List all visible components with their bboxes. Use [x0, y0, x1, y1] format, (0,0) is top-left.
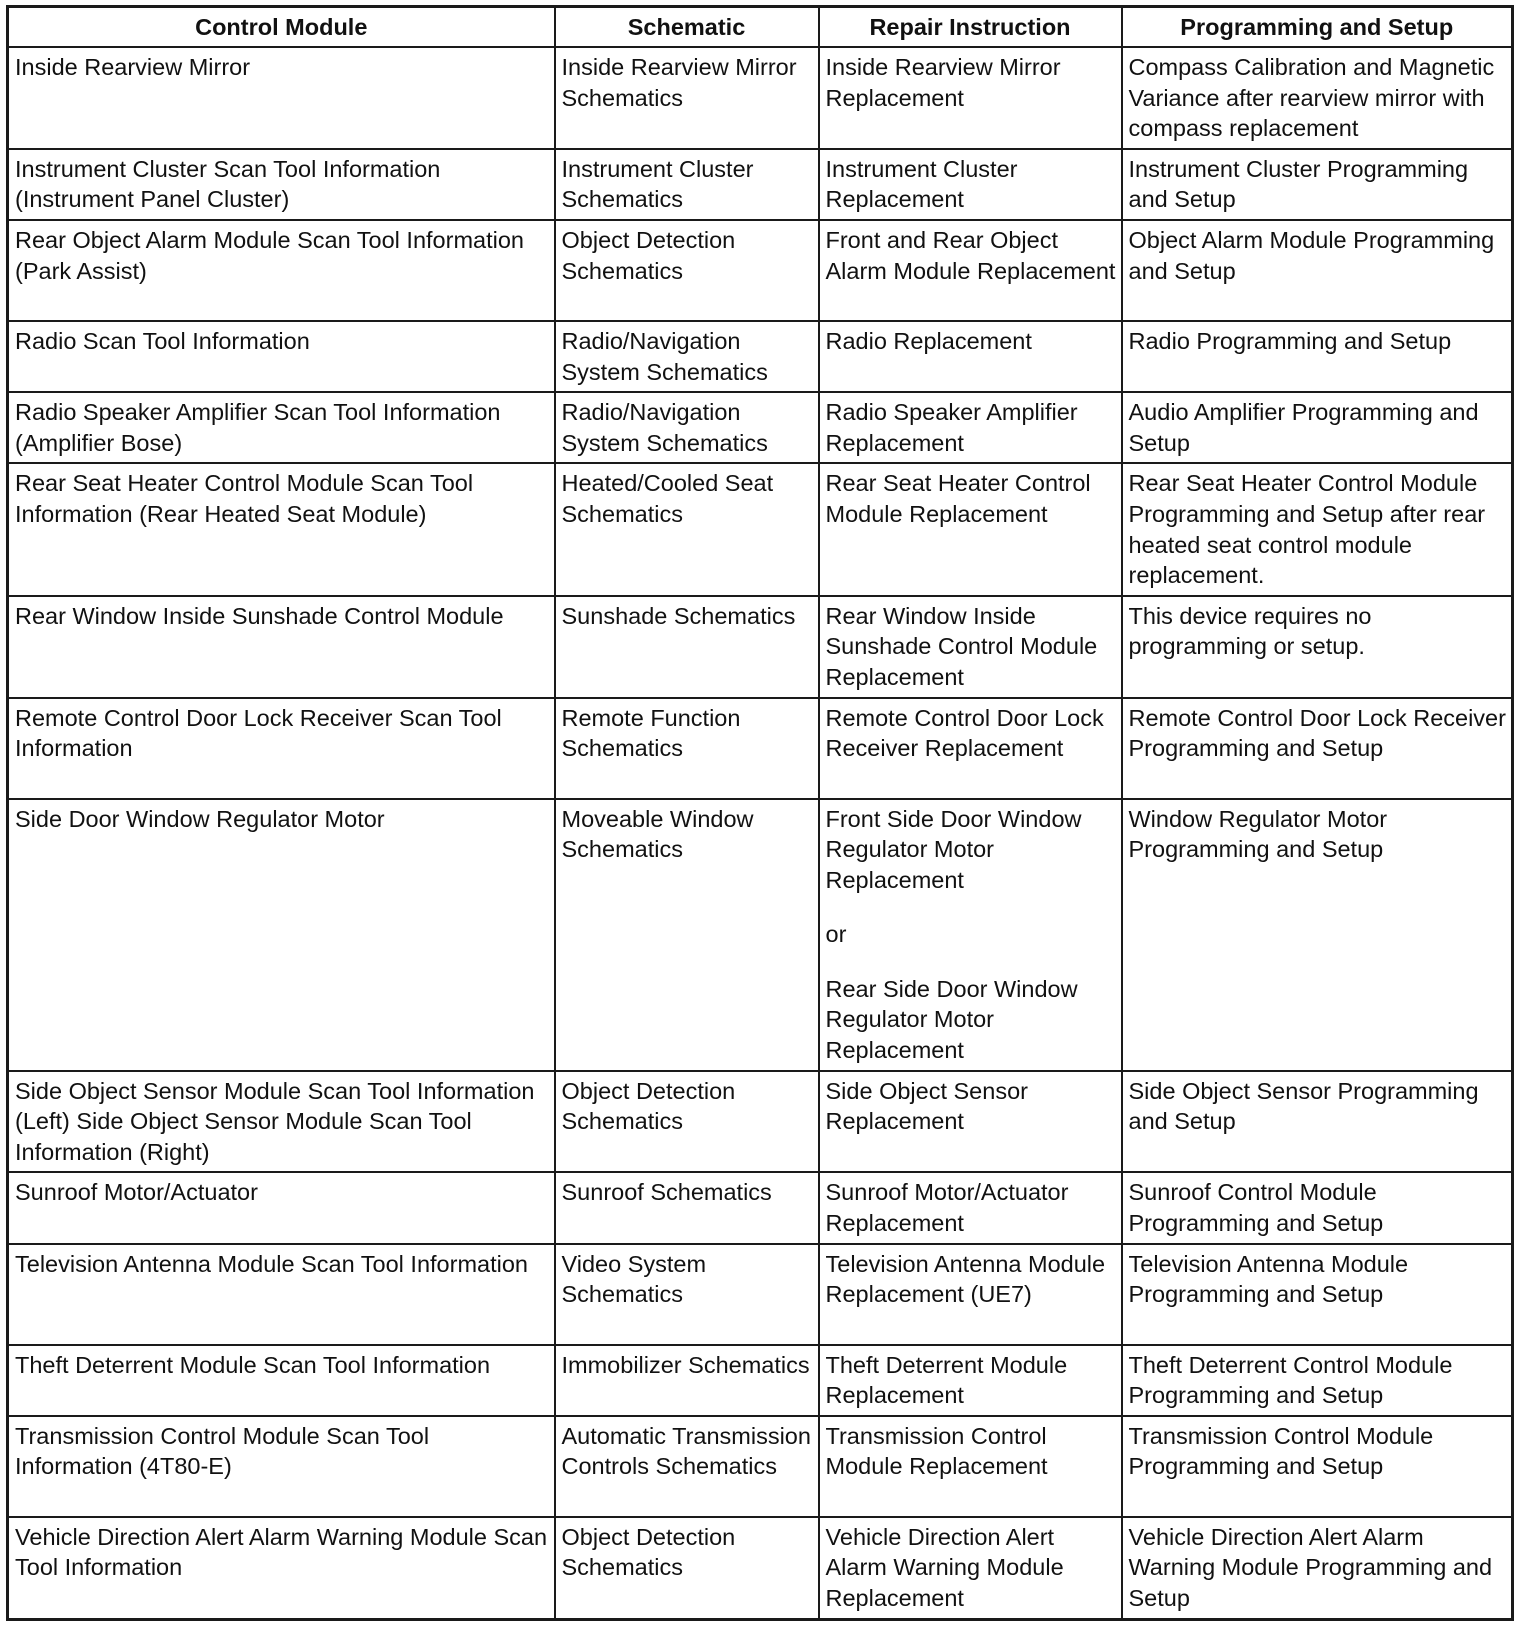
cell-programming: Vehicle Direction Alert Alarm Warning Module Programming and Setup: [1122, 1517, 1513, 1619]
cell-schematic: Video System Schematics: [555, 1244, 819, 1345]
cell-schematic: Object Detection Schematics: [555, 1071, 819, 1173]
header-repair-instruction: Repair Instruction: [819, 7, 1122, 48]
control-module-table: [6, 5, 1514, 1621]
control-module-table-sheet: [6, 5, 1511, 1621]
cell-schematic: Immobilizer Schematics: [555, 1345, 819, 1416]
cell-module: Side Object Sensor Module Scan Tool Information (Left) Side Object Sensor Module Scan Tool Information (Right): [8, 1071, 555, 1173]
table-header-row: [8, 7, 1513, 48]
header-schematic: Schematic: [555, 7, 819, 48]
cell-module: Theft Deterrent Module Scan Tool Information: [8, 1345, 555, 1416]
cell-repair: Vehicle Direction Alert Alarm Warning Module Replacement: [819, 1517, 1122, 1619]
cell-repair: Rear Window Inside Sunshade Control Module Replacement: [819, 596, 1122, 698]
cell-programming: Transmission Control Module Programming and Setup: [1122, 1416, 1513, 1517]
cell-programming: This device requires no programming or setup.: [1122, 596, 1513, 698]
cell-programming: Theft Deterrent Control Module Programming and Setup: [1122, 1345, 1513, 1416]
table-row: [8, 1345, 1513, 1416]
table-row: [8, 799, 1513, 1071]
table-row: [8, 463, 1513, 595]
cell-repair: Front and Rear Object Alarm Module Replacement: [819, 220, 1122, 321]
cell-schematic: Instrument Cluster Schematics: [555, 149, 819, 220]
cell-schematic: Sunroof Schematics: [555, 1172, 819, 1243]
cell-programming: Instrument Cluster Programming and Setup: [1122, 149, 1513, 220]
cell-repair: Side Object Sensor Replacement: [819, 1071, 1122, 1173]
table-row: [8, 596, 1513, 698]
cell-schematic: Object Detection Schematics: [555, 1517, 819, 1619]
cell-module: Rear Seat Heater Control Module Scan Tool Information (Rear Heated Seat Module): [8, 463, 555, 595]
cell-module: Transmission Control Module Scan Tool Information (4T80-E): [8, 1416, 555, 1517]
cell-schematic: Radio/Navigation System Schematics: [555, 321, 819, 392]
table-row: [8, 47, 1513, 149]
cell-programming: Rear Seat Heater Control Module Programming and Setup after rear heated seat control module replacement.: [1122, 463, 1513, 595]
cell-schematic: Object Detection Schematics: [555, 220, 819, 321]
cell-repair: Transmission Control Module Replacement: [819, 1416, 1122, 1517]
cell-schematic: Moveable Window Schematics: [555, 799, 819, 1071]
cell-module: Radio Speaker Amplifier Scan Tool Information (Amplifier Bose): [8, 392, 555, 463]
repair-option-front: Front Side Door Window Regulator Motor Replacement: [825, 805, 1082, 893]
table-row: [8, 1416, 1513, 1517]
repair-option-rear: Rear Side Door Window Regulator Motor Replacement: [825, 975, 1078, 1064]
cell-programming: Audio Amplifier Programming and Setup: [1122, 392, 1513, 463]
cell-schematic: Inside Rearview Mirror Schematics: [555, 47, 819, 149]
cell-repair: Sunroof Motor/Actuator Replacement: [819, 1172, 1122, 1243]
table-row: [8, 1517, 1513, 1619]
cell-schematic: Sunshade Schematics: [555, 596, 819, 698]
cell-repair: Remote Control Door Lock Receiver Replacement: [819, 698, 1122, 799]
cell-programming: Window Regulator Motor Programming and Setup: [1122, 799, 1513, 1071]
cell-module: Remote Control Door Lock Receiver Scan Tool Information: [8, 698, 555, 799]
cell-module: Rear Object Alarm Module Scan Tool Information (Park Assist): [8, 220, 555, 321]
cell-programming: Compass Calibration and Magnetic Variance after rearview mirror with compass replacement: [1122, 47, 1513, 149]
cell-module: Inside Rearview Mirror: [8, 47, 555, 149]
cell-repair: Television Antenna Module Replacement (UE7): [819, 1244, 1122, 1345]
cell-repair: Inside Rearview Mirror Replacement: [819, 47, 1122, 149]
cell-schematic: Remote Function Schematics: [555, 698, 819, 799]
cell-module: Television Antenna Module Scan Tool Information: [8, 1244, 555, 1345]
cell-module: Vehicle Direction Alert Alarm Warning Module Scan Tool Information: [8, 1517, 555, 1619]
cell-module: Radio Scan Tool Information: [8, 321, 555, 392]
cell-programming: Remote Control Door Lock Receiver Programming and Setup: [1122, 698, 1513, 799]
table-row: [8, 1172, 1513, 1243]
cell-module: Side Door Window Regulator Motor: [8, 799, 555, 1071]
cell-programming: Radio Programming and Setup: [1122, 321, 1513, 392]
cell-repair: Rear Seat Heater Control Module Replacement: [819, 463, 1122, 595]
table-row: [8, 220, 1513, 321]
header-programming-setup: Programming and Setup: [1122, 7, 1513, 48]
cell-programming: Object Alarm Module Programming and Setup: [1122, 220, 1513, 321]
cell-repair: Radio Speaker Amplifier Replacement: [819, 392, 1122, 463]
cell-repair: Radio Replacement: [819, 321, 1122, 392]
cell-repair: Instrument Cluster Replacement: [819, 149, 1122, 220]
spacer: [826, 895, 1116, 919]
cell-repair: Theft Deterrent Module Replacement: [819, 1345, 1122, 1416]
spacer: [826, 950, 1116, 974]
cell-schematic: Automatic Transmission Controls Schematics: [555, 1416, 819, 1517]
cell-programming: Television Antenna Module Programming and Setup: [1122, 1244, 1513, 1345]
cell-programming: Sunroof Control Module Programming and Setup: [1122, 1172, 1513, 1243]
table-row: [8, 321, 1513, 392]
table-row: [8, 1244, 1513, 1345]
cell-module: Instrument Cluster Scan Tool Information (Instrument Panel Cluster): [8, 149, 555, 220]
cell-module: Sunroof Motor/Actuator: [8, 1172, 555, 1243]
table-row: [8, 698, 1513, 799]
header-control-module: Control Module: [8, 7, 555, 48]
cell-schematic: Radio/Navigation System Schematics: [555, 392, 819, 463]
cell-schematic: Heated/Cooled Seat Schematics: [555, 463, 819, 595]
table-row: [8, 1071, 1513, 1173]
table-row: [8, 392, 1513, 463]
table-row: [8, 149, 1513, 220]
repair-option-or: or: [825, 921, 847, 948]
cell-programming: Side Object Sensor Programming and Setup: [1122, 1071, 1513, 1173]
cell-repair: [819, 799, 1122, 1071]
cell-module: Rear Window Inside Sunshade Control Module: [8, 596, 555, 698]
